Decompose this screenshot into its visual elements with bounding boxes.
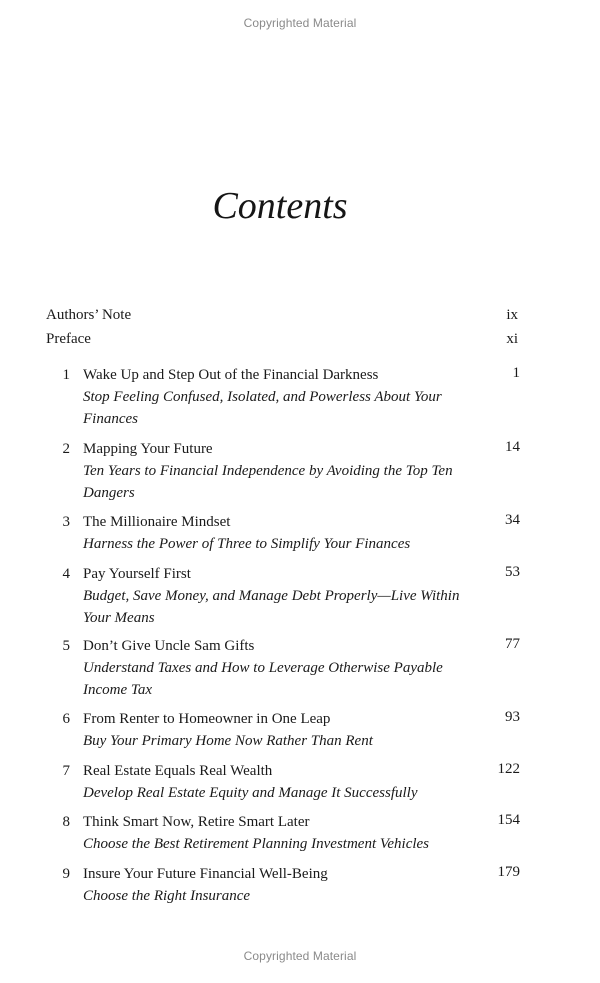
- chapter-number: 1: [62, 367, 70, 383]
- chapter-page-number: 77: [505, 636, 520, 652]
- chapter-page-number: 122: [497, 761, 520, 777]
- chapter-subtitle: Understand Taxes and How to Leverage Otherwise Payable Income Tax: [83, 660, 443, 698]
- copyright-watermark-bottom: Copyrighted Material: [243, 949, 357, 963]
- chapter-title: Don’t Give Uncle Sam Gifts: [83, 638, 255, 654]
- chapter-page-number: 14: [505, 439, 520, 455]
- chapter-page-number: 34: [505, 512, 520, 528]
- chapter-subtitle: Buy Your Primary Home Now Rather Than Rent: [83, 733, 373, 749]
- chapter-number: 2: [62, 441, 70, 457]
- chapter-title: Real Estate Equals Real Wealth: [83, 763, 273, 779]
- chapter-title: Insure Your Future Financial Well-Being: [83, 866, 328, 882]
- chapter-subtitle: Budget, Save Money, and Manage Debt Properly—Live Within Your Means: [83, 588, 460, 626]
- toc-entry-preface: [46, 328, 518, 350]
- chapter-number: 4: [62, 566, 70, 582]
- chapter-number: 8: [62, 814, 70, 830]
- chapter-number: 3: [62, 514, 70, 530]
- chapter-title: From Renter to Homeowner in One Leap: [83, 711, 331, 727]
- chapter-subtitle: Ten Years to Financial Independence by Avoiding the Top Ten Dangers: [83, 463, 453, 501]
- chapter-title: Pay Yourself First: [83, 566, 191, 582]
- chapter-subtitle: Harness the Power of Three to Simplify Your Finances: [83, 536, 411, 552]
- toc-page-number: ix: [506, 307, 518, 323]
- copyright-watermark-top: Copyrighted Material: [243, 16, 357, 30]
- chapter-subtitle: Develop Real Estate Equity and Manage It Successfully: [83, 785, 418, 801]
- toc-page-number: xi: [506, 331, 518, 347]
- toc-entry-label: Preface: [46, 331, 91, 347]
- page-title: Contents: [212, 185, 348, 227]
- chapter-subtitle: Stop Feeling Confused, Isolated, and Powerless About Your Finances: [83, 389, 442, 427]
- chapter-page-number: 1: [512, 365, 520, 381]
- chapter-title: Mapping Your Future: [83, 441, 213, 457]
- chapter-page-number: 179: [497, 864, 520, 880]
- chapter-number: 6: [62, 711, 70, 727]
- chapter-page-number: 154: [497, 812, 520, 828]
- chapter-title: Think Smart Now, Retire Smart Later: [83, 814, 310, 830]
- chapter-subtitle: Choose the Right Insurance: [83, 888, 251, 904]
- chapter-number: 7: [62, 763, 70, 779]
- chapter-title: The Millionaire Mindset: [83, 514, 231, 530]
- toc-entry-label: Authors’ Note: [46, 307, 132, 323]
- chapter-title: Wake Up and Step Out of the Financial Darkness: [83, 367, 379, 383]
- chapter-number: 5: [62, 638, 70, 654]
- chapter-page-number: 53: [505, 564, 520, 580]
- chapter-subtitle: Choose the Best Retirement Planning Investment Vehicles: [83, 836, 430, 852]
- toc-entry-authors-note: [46, 304, 518, 326]
- chapter-page-number: 93: [505, 709, 520, 725]
- chapter-number: 9: [62, 866, 70, 882]
